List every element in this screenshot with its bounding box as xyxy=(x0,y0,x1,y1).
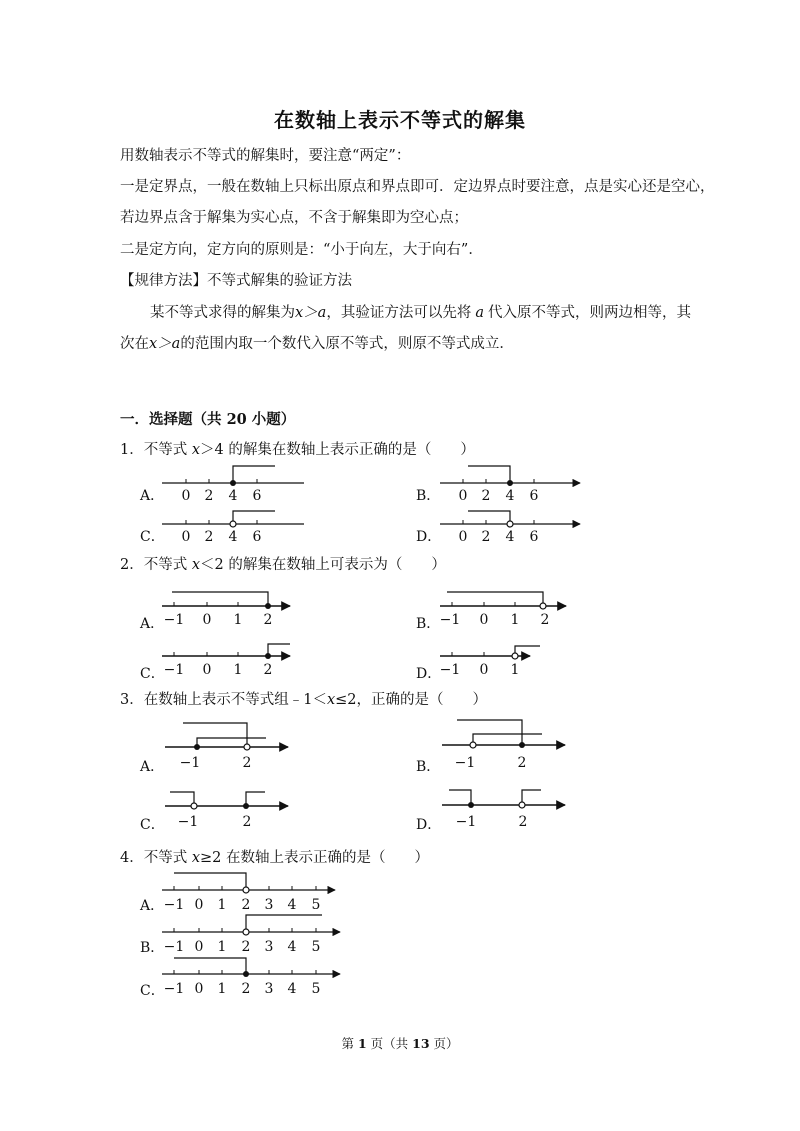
intro-line-3: 若边界点含于解集为实心点，不含于解集即为空心点； xyxy=(120,210,468,226)
tick-label: 6 xyxy=(252,488,262,504)
solution-ray xyxy=(246,915,322,929)
solid-point xyxy=(265,603,271,609)
para2-a: 次在 xyxy=(120,336,149,352)
para1-c: 代入原不等式，则两边相等，其 xyxy=(487,305,691,321)
q2-num: 2． xyxy=(120,557,144,573)
q4-var: x xyxy=(191,850,201,866)
q3-var: x xyxy=(326,692,336,708)
tick-label: 0 xyxy=(479,612,489,628)
para2-b: 的范围内取一个数代入原不等式，则原不等式成立． xyxy=(180,336,514,352)
page-title: 在数轴上表示不等式的解集 xyxy=(274,108,526,132)
q4-c-number-line xyxy=(162,958,340,997)
tick-label: 1 xyxy=(217,981,227,997)
hollow-point xyxy=(243,929,249,935)
tick-label: −1 xyxy=(455,814,477,830)
solution-ray xyxy=(172,592,268,606)
solid-point xyxy=(230,480,236,486)
tick-label: 0 xyxy=(181,529,191,545)
solution-ray xyxy=(174,958,246,974)
tick-label: −1 xyxy=(163,939,185,955)
tick-label: 3 xyxy=(264,897,274,913)
tick-label: 0 xyxy=(458,529,468,545)
tick-label: 4 xyxy=(228,529,238,545)
tick-label: 1 xyxy=(233,662,243,678)
hollow-point xyxy=(243,887,249,893)
q4-text-b: ≥2 在数轴上表示正确的是（ ） xyxy=(200,850,430,866)
q3-text-b: ≤2，正确的是（ ） xyxy=(335,692,488,708)
q2-d-number-line xyxy=(440,646,540,678)
q2-option-d-label[interactable]: D． xyxy=(416,666,442,682)
tick-label: 5 xyxy=(311,981,321,997)
solution-ray xyxy=(233,466,275,483)
q3-c-number-line xyxy=(165,792,288,830)
expr-x-gt-a-2: x＞a xyxy=(149,336,181,352)
q1-text-b: ＞4 的解集在数轴上表示正确的是（ ） xyxy=(200,442,475,458)
tick-label: 0 xyxy=(458,488,468,504)
tick-label: 0 xyxy=(202,612,212,628)
solid-point xyxy=(468,802,474,808)
q1-text-a: 不等式 xyxy=(143,442,192,458)
tick-label: 3 xyxy=(264,939,274,955)
solid-point xyxy=(507,480,513,486)
hollow-point xyxy=(519,802,525,808)
q3-b-number-line xyxy=(442,720,565,771)
solution-ray xyxy=(457,720,522,745)
tick-label: 2 xyxy=(241,981,251,997)
tick-label: 0 xyxy=(181,488,191,504)
q3-text-a: 在数轴上表示不等式组﹣1＜ xyxy=(143,692,327,708)
tick-label: 1 xyxy=(233,612,243,628)
tick-label: −1 xyxy=(454,755,476,771)
q4-a-number-line xyxy=(162,873,335,913)
tick-label: 4 xyxy=(228,488,238,504)
tick-label: 0 xyxy=(194,939,204,955)
solid-point xyxy=(519,742,525,748)
q3-option-c-label[interactable]: C． xyxy=(140,817,165,833)
q1-num: 1． xyxy=(120,442,144,458)
tick-label: 1 xyxy=(510,612,520,628)
solution-ray xyxy=(174,873,246,887)
solution-ray xyxy=(197,738,266,747)
q2-option-a-label[interactable]: A． xyxy=(140,616,165,632)
q3-option-a-label[interactable]: A． xyxy=(140,759,165,775)
tick-label: 2 xyxy=(481,488,491,504)
rule-tag: 【规律方法】 xyxy=(120,273,207,289)
q3-option-d-label[interactable]: D． xyxy=(416,817,442,833)
tick-label: 1 xyxy=(510,662,520,678)
q2-c-number-line xyxy=(162,644,290,678)
tick-label: 4 xyxy=(287,939,297,955)
tick-label: −1 xyxy=(179,755,201,771)
solid-point xyxy=(194,744,200,750)
rule-title: 不等式解集的验证方法 xyxy=(207,273,352,289)
q1-a-number-line xyxy=(162,466,304,504)
solid-point xyxy=(243,971,249,977)
solution-ray xyxy=(449,790,471,805)
q1-d-number-line xyxy=(440,511,580,545)
hollow-point xyxy=(244,744,250,750)
tick-label: 2 xyxy=(204,529,214,545)
q1-option-b-label[interactable]: B． xyxy=(416,488,441,504)
tick-label: 2 xyxy=(540,612,550,628)
expr-x-gt-a: x＞a xyxy=(295,305,327,321)
tick-label: 0 xyxy=(194,981,204,997)
tick-label: 3 xyxy=(264,981,274,997)
tick-label: 4 xyxy=(505,488,515,504)
tick-label: 4 xyxy=(287,981,297,997)
tick-label: 2 xyxy=(204,488,214,504)
footer-a: 第 xyxy=(341,1036,358,1051)
solution-ray xyxy=(170,792,194,803)
q2-text-b: ＜2 的解集在数轴上可表示为（ ） xyxy=(200,557,446,573)
tick-label: 2 xyxy=(242,814,252,830)
q4-option-a-label[interactable]: A． xyxy=(140,898,165,914)
hollow-point xyxy=(540,603,546,609)
q4-b-number-line xyxy=(162,915,340,955)
q3-option-b-label[interactable]: B． xyxy=(416,759,441,775)
tick-label: 2 xyxy=(263,612,273,628)
tick-label: −1 xyxy=(439,612,461,628)
q1-option-a-label[interactable]: A． xyxy=(140,488,165,504)
solution-ray xyxy=(473,734,542,742)
footer-total-pages: 13 xyxy=(412,1036,430,1051)
section-count: 20 xyxy=(226,411,247,428)
hollow-point xyxy=(230,521,236,527)
page-footer xyxy=(0,1034,800,1052)
tick-label: −1 xyxy=(163,612,185,628)
para1-a: 某不等式求得的解集为 xyxy=(150,305,295,321)
tick-label: 6 xyxy=(529,529,539,545)
hollow-point xyxy=(470,742,476,748)
q2-text-a: 不等式 xyxy=(143,557,192,573)
solution-ray xyxy=(183,723,247,744)
tick-label: −1 xyxy=(177,814,199,830)
tick-label: 0 xyxy=(479,662,489,678)
q3-d-number-line xyxy=(442,790,565,830)
q1-b-number-line xyxy=(440,466,580,504)
solution-ray xyxy=(268,644,290,656)
solution-ray xyxy=(522,790,541,802)
hollow-point xyxy=(507,521,513,527)
tick-label: −1 xyxy=(163,981,185,997)
q1-option-d-label[interactable]: D． xyxy=(416,529,442,545)
solid-point xyxy=(243,803,249,809)
hollow-point xyxy=(191,803,197,809)
tick-label: 5 xyxy=(311,897,321,913)
solution-ray xyxy=(515,646,540,653)
tick-label: −1 xyxy=(163,897,185,913)
footer-page-number: 1 xyxy=(357,1036,367,1051)
q4-option-b-label[interactable]: B． xyxy=(140,940,165,956)
section-heading-a: 一．选择题（共 xyxy=(120,411,227,428)
q3-a-number-line xyxy=(165,723,288,771)
tick-label: 2 xyxy=(517,755,527,771)
q2-var: x xyxy=(191,557,201,573)
q4-option-c-label[interactable]: C． xyxy=(140,983,165,999)
tick-label: 2 xyxy=(518,814,528,830)
hollow-point xyxy=(512,653,518,659)
q1-var: x xyxy=(191,442,201,458)
tick-label: 6 xyxy=(529,488,539,504)
q1-c-number-line xyxy=(162,511,304,545)
tick-label: 2 xyxy=(242,755,252,771)
q2-a-number-line xyxy=(162,592,290,628)
q2-b-number-line xyxy=(440,592,566,628)
tick-label: 2 xyxy=(241,939,251,955)
solution-ray xyxy=(468,466,510,483)
intro-line-1: 用数轴表示不等式的解集时，要注意“两定”： xyxy=(120,148,411,164)
tick-label: 6 xyxy=(252,529,262,545)
footer-b: 页（共 xyxy=(366,1036,413,1051)
q4-num: 4． xyxy=(120,850,144,866)
var-a: a xyxy=(475,305,484,321)
solution-ray xyxy=(468,511,510,521)
footer-c: 页） xyxy=(429,1036,459,1051)
tick-label: 2 xyxy=(263,662,273,678)
tick-label: 1 xyxy=(217,897,227,913)
tick-label: 2 xyxy=(481,529,491,545)
tick-label: 0 xyxy=(194,897,204,913)
tick-label: 4 xyxy=(505,529,515,545)
para1-b: ，其验证方法可以先将 xyxy=(326,305,472,321)
tick-label: 5 xyxy=(311,939,321,955)
q3-num: 3． xyxy=(120,692,144,708)
intro-line-4: 二是定方向，定方向的原则是：“小于向左，大于向右”． xyxy=(120,242,483,258)
q4-text-a: 不等式 xyxy=(143,850,192,866)
section-heading-b: 小题） xyxy=(246,411,296,428)
tick-label: 2 xyxy=(241,897,251,913)
tick-label: −1 xyxy=(163,662,185,678)
tick-label: 1 xyxy=(217,939,227,955)
tick-label: 0 xyxy=(202,662,212,678)
q2-option-c-label[interactable]: C． xyxy=(140,666,165,682)
intro-line-2: 一是定界点，一般在数轴上只标出原点和界点即可．定边界点时要注意，点是实心还是空心， xyxy=(120,179,715,195)
q2-option-b-label[interactable]: B． xyxy=(416,616,441,632)
solution-ray xyxy=(447,592,543,603)
solid-point xyxy=(265,653,271,659)
tick-label: 4 xyxy=(287,897,297,913)
q1-option-c-label[interactable]: C． xyxy=(140,529,165,545)
tick-label: −1 xyxy=(439,662,461,678)
solution-ray xyxy=(246,792,265,806)
solution-ray xyxy=(233,511,275,521)
